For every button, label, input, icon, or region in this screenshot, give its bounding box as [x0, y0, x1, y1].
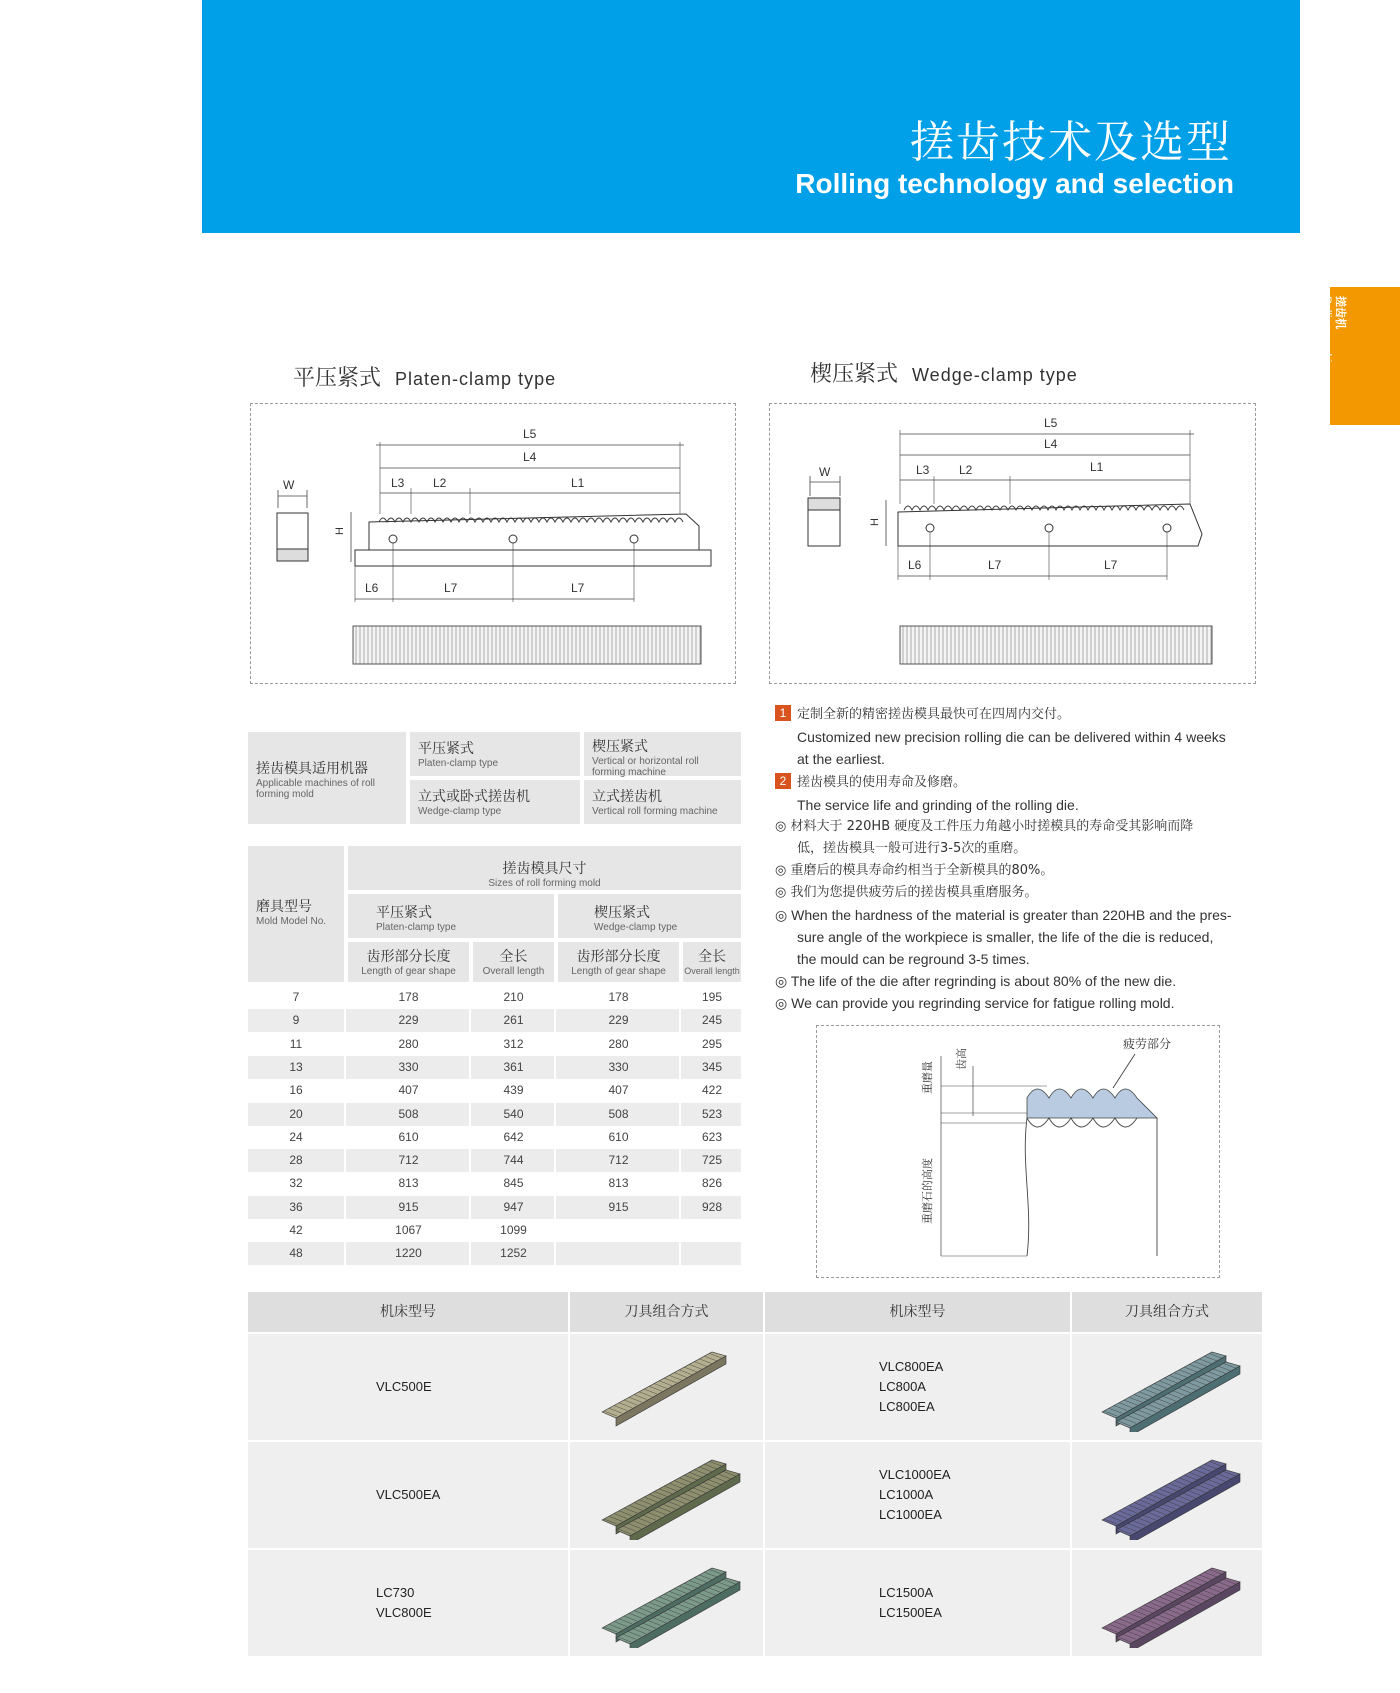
table-cell: 407 — [398, 1083, 419, 1098]
label-l3-2: L3 — [916, 463, 930, 477]
machine-model: VLC800EA — [879, 1359, 944, 1374]
page-title-en: Rolling technology and selection — [795, 168, 1234, 199]
combo-row-right-model — [765, 1334, 1070, 1440]
column-separator — [469, 1196, 471, 1219]
overall-length-header-2 — [683, 942, 741, 982]
column-separator — [469, 1056, 471, 1079]
table-cell: 210 — [503, 990, 524, 1004]
column-separator — [679, 1172, 681, 1195]
column-separator — [469, 1126, 471, 1149]
combo-row-left-image — [570, 1334, 763, 1440]
gear-length-header-1 — [348, 942, 469, 982]
platen-top-view — [353, 626, 701, 664]
machine-model-list — [376, 1583, 432, 1623]
label-l3: L3 — [391, 476, 405, 490]
side-tab-en: Rolling machine — [1321, 296, 1333, 375]
table-cell: 642 — [503, 1129, 524, 1144]
machine-model-list — [879, 1357, 943, 1417]
table-cell: 813 — [608, 1176, 629, 1191]
table-cell: 28 — [289, 1153, 303, 1168]
die-illustration-r1 — [1092, 1450, 1242, 1540]
machine-table-header — [248, 732, 406, 824]
table-row — [248, 1009, 741, 1032]
platen-diagram — [250, 403, 736, 684]
column-separator — [679, 1242, 681, 1265]
column-separator — [344, 1103, 346, 1126]
column-separator — [344, 1196, 346, 1219]
machine-model: LC800A — [879, 1379, 926, 1394]
column-separator — [679, 1196, 681, 1219]
bullet-1-cn-a: ◎ 材料大于 220HB 硬度及工件压力角越小时搓模具的寿命受其影响而降 — [775, 819, 1194, 834]
wedge-diagram-svg — [770, 404, 1257, 685]
table-row — [248, 1219, 741, 1242]
combo-row-left-image — [570, 1442, 763, 1548]
combo-header-combo-right: 刀具组合方式 — [1072, 1292, 1262, 1332]
column-separator — [344, 986, 346, 1009]
table-cell: 48 — [289, 1246, 303, 1261]
machine-cell-3-en: Wedge-clamp type — [418, 806, 502, 817]
sizes-header-cn: 搓齿模具尺寸 — [502, 861, 587, 877]
die-illustration-2 — [592, 1558, 742, 1648]
column-separator — [344, 1126, 346, 1149]
die-illustration-0 — [592, 1342, 742, 1432]
machine-model: LC1500EA — [879, 1605, 942, 1620]
wedge-diagram — [769, 403, 1256, 684]
overall-en-2: Overall length — [684, 966, 740, 976]
regrind-amount-label: 重磨量 — [922, 1061, 934, 1094]
bullet-1-en-c: the mould can be reground 3-5 times. — [797, 951, 1030, 967]
table-cell — [683, 1242, 741, 1265]
table-cell: 928 — [701, 1199, 723, 1214]
machine-cell-3-cn: 立式或卧式搓齿机 — [418, 789, 530, 805]
table-cell: 813 — [398, 1176, 419, 1191]
machine-cell-1-en: Platen-clamp type — [418, 758, 499, 769]
machine-model: LC1000EA — [879, 1507, 942, 1522]
overall-length-header-1 — [473, 942, 554, 982]
note-1-badge: 1 — [775, 705, 791, 721]
column-separator — [679, 1103, 681, 1126]
table-cell: 826 — [701, 1176, 723, 1191]
table-cell: 845 — [503, 1176, 524, 1191]
tooth-height-label: 齿高 — [956, 1048, 968, 1070]
column-separator — [554, 1242, 556, 1265]
platen-section-title — [293, 361, 556, 392]
column-separator — [554, 1033, 556, 1056]
machine-cell-4 — [584, 780, 741, 824]
column-separator — [554, 1126, 556, 1149]
side-tab-cn: 搓齿机 — [1334, 296, 1346, 329]
side-tab-label — [1320, 296, 1346, 374]
model-no-header — [248, 846, 344, 982]
column-separator — [554, 986, 556, 1009]
table-cell: 32 — [289, 1176, 303, 1191]
label-h: H — [334, 527, 346, 535]
column-separator — [344, 1242, 346, 1265]
die-illustration-1 — [592, 1450, 742, 1540]
note-1-en-b: at the earliest. — [797, 751, 885, 767]
column-separator — [554, 1079, 556, 1102]
table-cell: 7 — [292, 990, 300, 1004]
combo-row-right-image — [1072, 1550, 1262, 1656]
column-separator — [469, 986, 471, 1009]
table-cell: 744 — [503, 1153, 524, 1168]
table-cell: 229 — [608, 1013, 629, 1028]
wedge-title-en: Wedge-clamp type — [912, 365, 1078, 385]
machine-cell-3 — [410, 780, 580, 824]
table-cell: 915 — [398, 1199, 419, 1214]
machine-header-en: Applicable machines of roll forming mold — [256, 778, 375, 800]
column-separator — [344, 1033, 346, 1056]
wedge-section-title — [810, 357, 1078, 388]
table-cell: 407 — [608, 1083, 629, 1098]
machine-model-list — [376, 1485, 440, 1505]
label-l6-2: L6 — [908, 558, 922, 572]
machine-cell-1-cn: 平压紧式 — [418, 741, 474, 757]
table-cell: 9 — [292, 1013, 300, 1028]
table-cell: 610 — [608, 1129, 629, 1144]
column-separator — [469, 1242, 471, 1265]
label-l7-b: L7 — [571, 581, 585, 595]
header-banner — [202, 0, 1300, 233]
column-separator — [554, 1172, 556, 1195]
note-2-cn: 搓齿模具的使用寿命及修磨。 — [797, 775, 967, 790]
gear-length-header-2 — [558, 942, 679, 982]
column-separator — [344, 1079, 346, 1102]
table-cell — [558, 1242, 679, 1265]
column-separator — [469, 1149, 471, 1172]
column-separator — [469, 1172, 471, 1195]
combo-row-left-model — [248, 1442, 568, 1548]
table-cell: 540 — [503, 1106, 524, 1121]
label-l4-2: L4 — [1044, 437, 1058, 451]
gear-cn-1: 齿形部分长度 — [366, 949, 451, 965]
table-cell: 623 — [701, 1129, 723, 1144]
gear-en-2: Length of gear shape — [571, 966, 666, 977]
combo-row-left-image — [570, 1550, 763, 1656]
table-cell: 422 — [701, 1083, 723, 1098]
machine-model: VLC500EA — [376, 1487, 441, 1502]
platen-title-cn: 平压紧式 — [293, 366, 382, 391]
bullet-3-en: ◎ We can provide you regrinding service for fatigue rolling mold. — [775, 995, 1175, 1011]
table-cell: 280 — [608, 1036, 629, 1051]
table-cell: 508 — [608, 1106, 629, 1121]
table-cell: 245 — [701, 1013, 723, 1028]
combo-header-combo-left: 刀具组合方式 — [570, 1292, 763, 1332]
table-row — [248, 1242, 741, 1265]
machine-header-cn: 搓齿模具适用机器 — [256, 761, 368, 777]
bullet-1-cn-b: 低，搓齿模具一般可进行3-5次的重磨。 — [797, 841, 1027, 856]
machine-cell-4-cn: 立式搓齿机 — [592, 789, 662, 805]
table-cell: 508 — [398, 1106, 419, 1121]
table-cell: 261 — [503, 1013, 524, 1028]
column-separator — [469, 1103, 471, 1126]
tool-combination-table — [248, 1292, 1262, 1657]
die-illustration-r2 — [1092, 1558, 1242, 1648]
machine-cell-2-en: Vertical or horizontal roll forming machine — [592, 756, 699, 778]
table-cell: 195 — [701, 990, 723, 1004]
table-cell: 947 — [503, 1199, 524, 1214]
label-w2: W — [819, 465, 831, 479]
column-separator — [554, 1009, 556, 1032]
table-cell: 229 — [398, 1013, 419, 1028]
gear-en-1: Length of gear shape — [361, 966, 456, 977]
table-cell: 178 — [608, 990, 629, 1004]
stone-height-label: 重磨石的高度 — [922, 1158, 934, 1224]
label-l7-2a: L7 — [988, 558, 1002, 572]
column-separator — [554, 1219, 556, 1242]
combo-row-right-image — [1072, 1334, 1262, 1440]
machine-model-list — [376, 1377, 432, 1397]
overall-cn-1: 全长 — [499, 949, 528, 965]
fatigue-label: 疲劳部分 — [1123, 1037, 1172, 1051]
bullet-2-en: ◎ The life of the die after regrinding is about 80% of the new die. — [775, 973, 1177, 989]
table-row — [248, 1149, 741, 1172]
bullet-2-cn: ◎ 重磨后的模具寿命约相当于全新模具的80%。 — [775, 863, 1054, 878]
combo-row-right-image — [1072, 1442, 1262, 1548]
label-l5: L5 — [523, 427, 537, 441]
column-separator — [554, 1196, 556, 1219]
column-separator — [344, 1172, 346, 1195]
table-row — [248, 1103, 741, 1126]
table-row — [248, 986, 741, 1009]
column-separator — [344, 1009, 346, 1032]
notes-section — [775, 702, 1275, 1014]
column-separator — [679, 1033, 681, 1056]
machine-model: VLC800E — [376, 1605, 432, 1620]
table-cell: 11 — [289, 1036, 303, 1051]
platen-diagram-svg — [251, 404, 737, 685]
wedge-top-view — [900, 626, 1212, 664]
combo-row-left-model — [248, 1334, 568, 1440]
table-cell: 1220 — [395, 1246, 422, 1261]
column-separator — [469, 1009, 471, 1032]
sizes-header-en: Sizes of roll forming mold — [488, 878, 601, 889]
table-cell — [558, 1219, 679, 1242]
label-w: W — [283, 478, 295, 492]
table-cell: 24 — [289, 1129, 303, 1144]
table-cell: 523 — [701, 1106, 723, 1121]
table-cell: 13 — [289, 1059, 303, 1074]
model-header-en: Mold Model No. — [256, 916, 327, 927]
combo-row-right-model — [765, 1442, 1070, 1548]
platen-size-en: Platen-clamp type — [376, 922, 457, 933]
sizes-header — [348, 846, 741, 890]
wedge-title-cn: 楔压紧式 — [810, 362, 899, 387]
table-row — [248, 1172, 741, 1195]
machine-model: VLC1000EA — [879, 1467, 951, 1482]
machine-cell-2 — [584, 732, 741, 776]
column-separator — [679, 1149, 681, 1172]
column-separator — [344, 1219, 346, 1242]
bullet-3-cn: ◎ 我们为您提供疲劳后的搓齿模具重磨服务。 — [775, 885, 1038, 900]
die-illustration-r0 — [1092, 1342, 1242, 1432]
column-separator — [679, 986, 681, 1009]
table-row — [248, 1126, 741, 1149]
table-cell: 312 — [503, 1036, 524, 1051]
wedge-size-cn: 楔压紧式 — [594, 905, 650, 921]
table-cell: 712 — [398, 1153, 419, 1168]
table-cell: 295 — [701, 1036, 723, 1051]
table-row — [248, 1196, 741, 1219]
gear-cn-2: 齿形部分长度 — [576, 949, 661, 965]
table-cell: 1067 — [395, 1223, 422, 1237]
table-cell: 330 — [398, 1059, 419, 1074]
column-separator — [469, 1219, 471, 1242]
table-cell: 610 — [398, 1129, 419, 1144]
wedge-size-header — [558, 894, 741, 938]
table-row — [248, 1033, 741, 1056]
platen-size-header — [348, 894, 554, 938]
table-cell: 725 — [701, 1153, 723, 1168]
column-separator — [679, 1079, 681, 1102]
wedge-size-en: Wedge-clamp type — [594, 922, 678, 933]
bullet-1-en-a: ◎ When the hardness of the material is greater than 220HB and the pres- — [775, 907, 1232, 923]
label-l6: L6 — [365, 581, 379, 595]
table-cell: 42 — [289, 1223, 303, 1237]
table-cell: 36 — [289, 1199, 303, 1214]
column-separator — [679, 1009, 681, 1032]
bullet-1-en-b: sure angle of the workpiece is smaller, the life of the die is reduced, — [797, 929, 1214, 945]
column-separator — [554, 1149, 556, 1172]
table-cell: 20 — [289, 1106, 303, 1121]
note-1-cn: 定制全新的精密搓齿模具最快可在四周内交付。 — [797, 707, 1071, 722]
machine-model-list — [879, 1465, 951, 1525]
table-cell: 712 — [608, 1153, 629, 1168]
label-l1: L1 — [571, 476, 585, 490]
machine-cell-1 — [410, 732, 580, 776]
column-separator — [554, 1103, 556, 1126]
label-l4: L4 — [523, 450, 537, 464]
machine-model: LC730 — [376, 1585, 415, 1600]
table-row — [248, 1056, 741, 1079]
table-cell: 915 — [608, 1199, 629, 1214]
label-l7-a: L7 — [444, 581, 458, 595]
table-cell — [683, 1219, 741, 1242]
column-separator — [469, 1079, 471, 1102]
note-2-en: The service life and grinding of the rolling die. — [797, 797, 1079, 813]
regrind-diagram-svg — [817, 1026, 1221, 1279]
overall-cn-2: 全长 — [698, 949, 726, 965]
label-l1-2: L1 — [1090, 460, 1104, 474]
combo-header-model-right: 机床型号 — [765, 1292, 1070, 1332]
table-cell: 1099 — [500, 1223, 527, 1237]
page-title-cn: 搓齿技术及选型 — [910, 117, 1232, 168]
note-2-badge: 2 — [775, 773, 791, 789]
combo-header-model-left: 机床型号 — [248, 1292, 568, 1332]
column-separator — [554, 1056, 556, 1079]
fatigue-teeth — [1027, 1089, 1157, 1118]
machine-model: LC1000A — [879, 1487, 934, 1502]
machine-model: LC1500A — [879, 1585, 934, 1600]
label-h2: H — [869, 518, 881, 526]
column-separator — [344, 1056, 346, 1079]
column-separator — [344, 1149, 346, 1172]
regrind-diagram — [816, 1025, 1220, 1278]
machine-cell-2-cn: 楔压紧式 — [592, 739, 648, 755]
column-separator — [469, 1033, 471, 1056]
table-cell: 280 — [398, 1036, 419, 1051]
table-cell: 361 — [503, 1059, 524, 1074]
overall-en-1: Overall length — [482, 966, 545, 977]
label-l2-2: L2 — [959, 463, 973, 477]
machine-model: LC800EA — [879, 1399, 935, 1414]
label-l5-2: L5 — [1044, 416, 1058, 430]
table-cell: 16 — [289, 1083, 303, 1098]
machine-model: VLC500E — [376, 1379, 432, 1394]
machine-model-list — [879, 1583, 942, 1623]
applicable-machine-table — [248, 732, 741, 824]
combo-row-right-model — [765, 1550, 1070, 1656]
table-row — [248, 1079, 741, 1102]
platen-title-en: Platen-clamp type — [395, 369, 557, 389]
table-cell: 178 — [398, 990, 419, 1004]
platen-size-cn: 平压紧式 — [376, 905, 432, 921]
column-separator — [679, 1126, 681, 1149]
table-cell: 439 — [503, 1083, 524, 1098]
column-separator — [679, 1056, 681, 1079]
note-1-en-a: Customized new precision rolling die can be delivered within 4 weeks — [797, 729, 1226, 745]
machine-cell-4-en: Vertical roll forming machine — [592, 806, 718, 817]
column-separator — [679, 1219, 681, 1242]
label-l7-2b: L7 — [1104, 558, 1118, 572]
table-cell: 345 — [701, 1059, 723, 1074]
table-cell: 330 — [608, 1059, 629, 1074]
combo-row-left-model — [248, 1550, 568, 1656]
table-cell: 1252 — [500, 1246, 527, 1261]
model-header-cn: 磨具型号 — [256, 899, 312, 915]
label-l2: L2 — [433, 476, 447, 490]
